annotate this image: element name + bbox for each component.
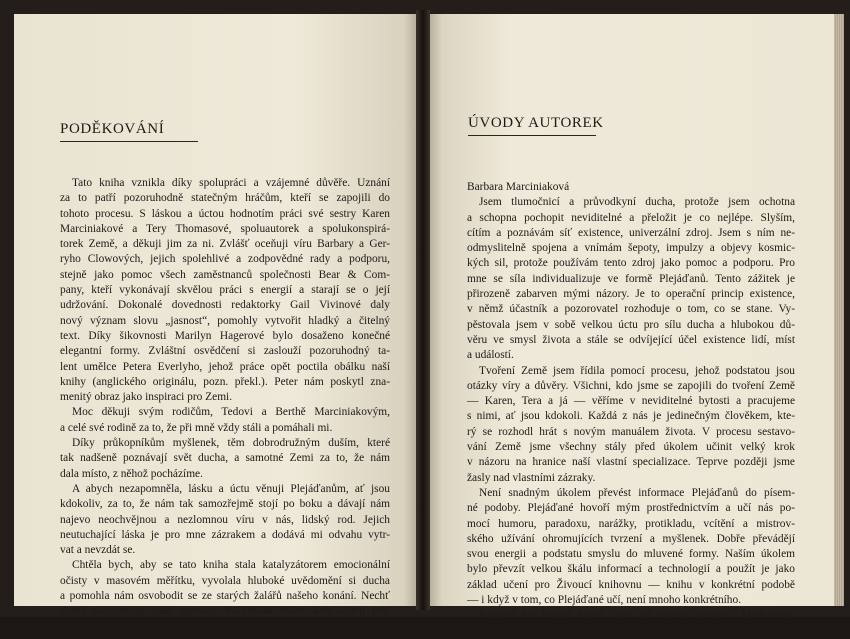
text-line: Marciniakové a Tery Thomasové, spoluautorek a spolukonspirá- (60, 222, 390, 235)
page-edges (834, 14, 844, 606)
text-line: v němž účastník a pozorovatel rozhoduje o tom, co se stane. Vy- (467, 303, 795, 316)
right-page (430, 14, 834, 637)
text-line: svou energii a podstatu smyslu do mluvené formy. Naším úkolem (467, 548, 795, 561)
text-line: Chtěla bych, aby se tato kniha stala katalyzátorem emocionální (72, 559, 390, 572)
text-line: menitý obraz jako inspiraci pro Zemi. (60, 391, 233, 404)
text-line: naděje. (60, 620, 93, 633)
text-line: lent umělce Petera Everlyho, jehož práce opět poctila obálku naší (60, 360, 390, 373)
text-line: Moc děkuji svým rodičům, Tedovi a Berthě Marciniakovým, (72, 406, 390, 419)
text-line: vání Země jsme všechny stály před úkolem učinit velký krok (467, 441, 795, 454)
text-line: žasly nad vlastními zázraky. (467, 471, 596, 484)
text-line: — Karen, Tera a já — věříme v neviditelné bytosti a pracujeme (467, 395, 795, 408)
text-line: pany, kteří vykonávají skvělou práci s energií a starají se o její (60, 284, 390, 297)
text-line: odmyslitelně spojena a vnímám šepoty, impulzy a objevy kosmic- (467, 242, 795, 255)
text-line: neutuchající láska je pro mne zázrakem a dodává mi odvahu vytr- (60, 528, 390, 541)
text-line: otázky víry a důvěry. Všichni, kdo jsme se zapojili do tvoření Země (467, 379, 795, 392)
text-line: Barbara Marciniaková (467, 181, 570, 193)
text-line: knihy (anglického originálu, pozn. překl.). Peter nám poskytl zna- (60, 375, 390, 388)
text-line: A abych nezapomněla, lásku a úctu věnuji Plejáďanům, ať jsou (72, 482, 390, 495)
text-line: ryho Clowových, jejich spolehlivé a zodpovědné rady a podporu, (60, 253, 390, 266)
text-line: Naštěstí byl formát knihy jasný od samého začátku. Měla obsa- (479, 609, 795, 622)
text-line: elegantní formy. Zvláštní osvědčení si zaslouží pozoruhodný ta- (60, 345, 390, 358)
text-line: a celé své rodině za to, že při mně vždy stáli a pomáhali mi. (60, 421, 333, 434)
text-line: a událostí. (467, 349, 514, 362)
text-line: vat a nevzdát se. (60, 544, 136, 557)
text-line: né podoby. Plejáďané hovoří mým prostřednictvím a učí nás po- (467, 502, 795, 515)
text-line: tohoto procesu. S láskou a úctou hodnotím práci své sestry Karen (60, 207, 390, 220)
text-line: dala místo, z něhož pocházíme. (60, 467, 203, 480)
text-line: Jsem tlumočnicí a průvodkyní ducha, protože jsem ochotna (479, 196, 795, 209)
text-line: Není snadným úkolem převést informace Plejáďanů do písem- (479, 486, 795, 499)
text-line: očisty v masovém měřítku, vyvolala hluboké uvědomění si ducha (60, 574, 390, 587)
text-line: s nimi, ať jsou kdokoli. Každá z nás je jedinečným člověkem, kte- (467, 410, 795, 423)
text-line: — i když v tom, co Plejáďané učí, není mnoho konkrétního. (467, 594, 742, 607)
text-line: základ učení pro Živoucí knihovnu — knihu v konkrétní podobě (467, 578, 795, 591)
text-line: Díky průkopníkům myšlenek, těm dobrodružným duším, které (72, 437, 390, 450)
text-line: bylo převzít velkou škálu informací a technologií a použít je jako (467, 563, 795, 576)
text-line: Země odzrcadluje naši nápravu. Požehnání všem, kdo sdílejí tyto (60, 605, 390, 618)
left-page-heading: PODĚKOVÁNÍ (60, 121, 198, 142)
text-line: stejně jako pomoc všech zaměstnanců společnosti Bear & Com- (60, 268, 390, 281)
right-page-body (467, 180, 795, 639)
text-line: a pomohla nám osvobodit se ze starých žalářů našeho konání. Nechť (60, 590, 390, 603)
text-line: cítím a poznávám síť existence, univerzální zdroj. Jsem s ním ne- (467, 226, 795, 239)
text-line: mne se síla individualizuje ve formě Plejáďanů. Tento zážitek je (467, 272, 795, 285)
left-page (14, 14, 416, 633)
text-line: najevo neochvějnou a nezlomnou víru v nás, lidský rod. Jejich (60, 513, 390, 526)
text-line: tak nadšeně poznávají svět ducha, a samotné Zemi za to, že nám (60, 452, 390, 465)
text-line: v názoru na hranice naší vlastní specializace. Teprve později jsme (467, 456, 795, 469)
left-page-body (60, 176, 390, 635)
text-line: torek Země, a děkuji jim za ni. Zvlášť oceňuji víru Barbary a Ger- (60, 238, 390, 251)
text-line: mocí humoru, paradoxu, narážky, protikladu, vcítění a mistrov- (467, 517, 795, 530)
text-line: kých sil, protože používám tento zdroj jako pomoc a podporu. Pro (467, 257, 795, 270)
text-line: nový význam slovu „jasnost“, pomohly vytvořit hladký a čitelný (60, 314, 390, 327)
text-line: a schopna pochopit neviditelné a přeložit je co nejlépe. Slyším, (467, 211, 795, 224)
text-line: pěstovala jsem v sobě velkou úctu pro sílu ducha a hlubokou dů- (467, 318, 795, 331)
text-line: přirozeně zabarven mými názory. Je to operační princip existence, (467, 288, 795, 301)
right-page-heading: ÚVODY AUTOREK (468, 115, 596, 136)
text-line: rý se rozhodl hrát s novým manuálem života. V procesu sestavo- (467, 425, 795, 438)
book-gutter (416, 10, 430, 610)
text-line: kdokoliv, za to, že nám tak samozřejmě stojí po boku a dávají nám (60, 498, 390, 511)
text-line: ského užívání ohromujících tvrzení a myšlenek. Dobře převádějí (467, 532, 795, 545)
text-line: text. Díky šikovnosti Marilyn Hagerové bylo dosaženo konečné (60, 329, 390, 342)
text-line: udržování. Dokonalé dovednosti redaktorky Gail Vivinové daly (60, 299, 390, 312)
text-line: za to patří pozoruhodně statečným hráčům, kteří se zapojili do (60, 192, 390, 205)
text-line: hovat dvanáct kapitol a jejím cílem bylo seznámit čtenáře hlouběji (467, 624, 795, 637)
text-line: Tato kniha vznikla díky spolupráci a vzájemné důvěře. Uznání (72, 177, 390, 189)
text-line: věru ve smysl života a stále se odvíjející účel existence lidí, míst (467, 333, 795, 346)
text-line: Tvoření Země jsem řídila pomocí procesu, jehož podstatou jsou (479, 364, 795, 377)
